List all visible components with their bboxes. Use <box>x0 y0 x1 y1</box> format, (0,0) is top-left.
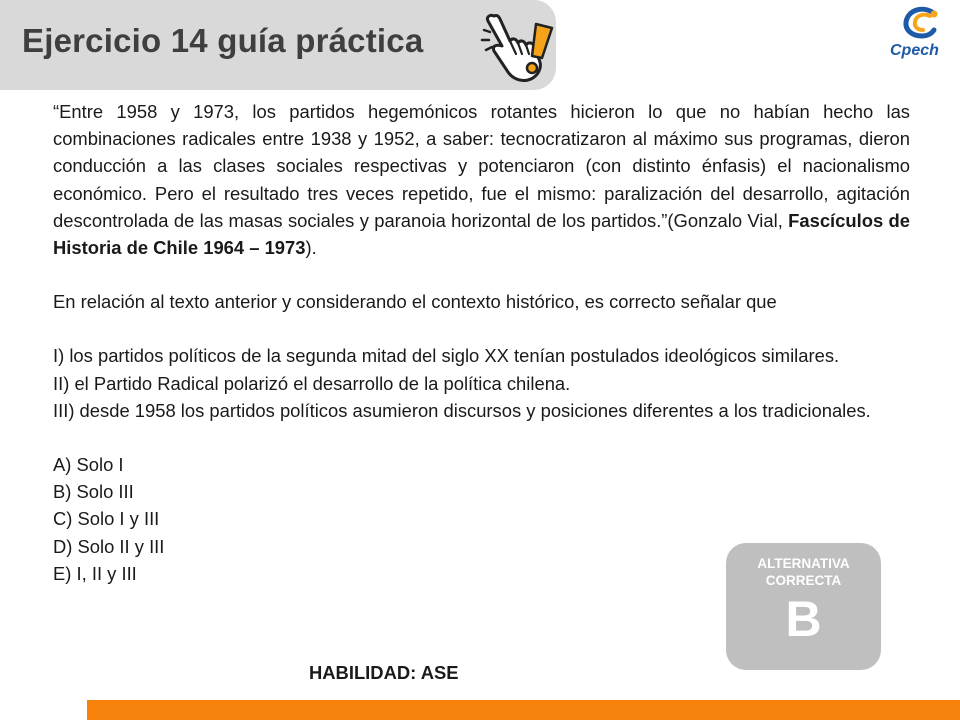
passage-text <box>53 98 910 261</box>
option-d: D) Solo II y III <box>53 535 165 557</box>
badge-label <box>726 555 881 589</box>
option-a: A) Solo I <box>53 454 124 476</box>
header-banner <box>0 0 556 90</box>
passage-end: ). <box>305 237 317 259</box>
answer-letter: B <box>785 591 822 647</box>
passage-body: “Entre 1958 y 1973, los partidos hegemónicos rotantes hicieron lo que no habían hecho las combinaciones radicales entre 1938 y 1952, a saber: tecnocratizaron al máximo sus programas, dieron conducción a las clases sociales respectivas y potenciaron (con distinto énfasis) el nacionalismo económico. Pero el resultado tres veces repetido, fue el mismo: paralización del desarrollo, agitación descontrolada de las masas sociales y paranoia horizontal de los partidos.”(Gonzalo Vial, <box>53 101 910 231</box>
correct-answer-badge <box>726 543 881 670</box>
option-c: C) Solo I y III <box>53 508 160 530</box>
passage-source-title: Fascículos de Historia de Chile 1964 – 1973 <box>53 209 910 259</box>
hand-pointer-exclamation-icon <box>480 6 558 86</box>
cpech-logo-text: Cpech <box>890 42 939 59</box>
exercise-content <box>53 98 910 587</box>
badge-label-line1: ALTERNATIVA <box>757 556 850 571</box>
statement-1: I) los partidos políticos de la segunda mitad del siglo XX tenían postulados ideológicos similares. <box>53 345 840 367</box>
badge-label-line2: CORRECTA <box>765 573 842 588</box>
footer-bar <box>87 700 960 720</box>
option-b: B) Solo III <box>53 481 134 503</box>
skill-label: HABILIDAD: ASE <box>309 662 459 683</box>
statement-3: III) desde 1958 los partidos políticos asumieron discursos y posiciones diferentes a los tradicionales. <box>53 399 871 421</box>
question-text: En relación al texto anterior y considerando el contexto histórico, es correcto señalar que <box>53 291 777 313</box>
statement-2: II) el Partido Radical polarizó el desarrollo de la política chilena. <box>53 372 571 394</box>
page-title: Ejercicio 14 guía práctica <box>22 22 424 59</box>
option-e: E) I, II y III <box>53 562 137 584</box>
